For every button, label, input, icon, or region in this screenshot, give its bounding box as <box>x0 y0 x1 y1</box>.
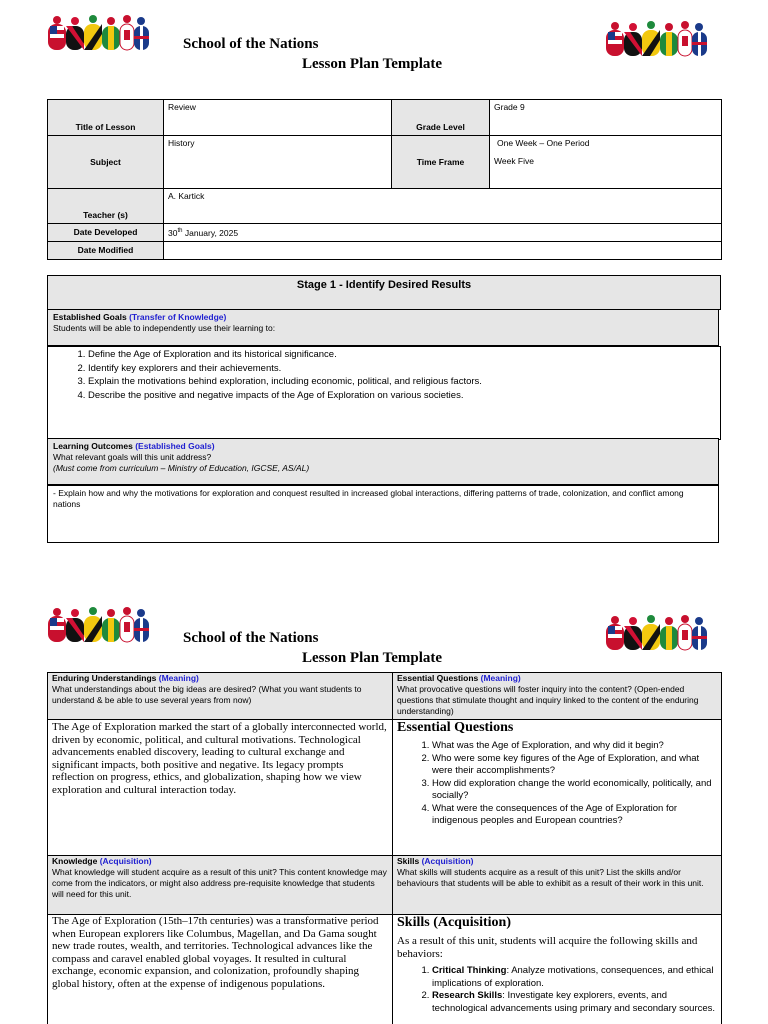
knowledge-text: The Age of Exploration (15th–17th centuries) was a transformative period when European explorers like Columbus, Magellan, and Da Gama sought new trade routes, wealth, and territories. Technological advances like the compass and caravel enabled global voyages. It resulted in cultural exchange, economic expansion, and colonization, profoundly shaping global history, often at the expense of indigenous populations. <box>52 915 379 990</box>
goal-item: 4. Describe the positive and negative impacts of the Age of Exploration on various societies. <box>88 389 720 403</box>
skills-heading: Skills (Acquisition) <box>397 915 511 930</box>
grid-line <box>721 672 722 1024</box>
school-logo-left <box>46 606 150 646</box>
established-goals-header <box>47 309 719 346</box>
school-logo-right <box>604 614 708 654</box>
skill-item <box>432 990 719 1015</box>
goals-list <box>48 348 720 402</box>
learning-outcomes-content <box>47 485 719 543</box>
enduring-understandings-prompt: What understandings about the big ideas are desired? (What you want students to understand & be able to use several years from now) <box>52 684 362 705</box>
grid-line <box>47 672 48 1024</box>
skills-prompt: What skills will students acquire as a result of this unit? List the skills and/or behaviours that students will be able to exhibit as a result of their work in this unit. <box>397 867 704 888</box>
question-item: 3. How did exploration change the world economically, politically, and socially? <box>432 778 719 803</box>
essential-questions-prompt: What provocative questions will foster inquiry into the content? (Open-ended questions that stimulate thought and inquiry linked to the content of the enduring understanding) <box>397 684 699 716</box>
skill-item <box>432 965 719 990</box>
enduring-understandings-tag: (Meaning) <box>158 673 199 683</box>
established-goals-tag: (Transfer of Knowledge) <box>129 312 227 322</box>
date-developed-value <box>164 224 722 242</box>
skills-label: Skills <box>397 856 422 866</box>
grid-line <box>392 672 393 1024</box>
stage1-heading-box <box>47 275 721 310</box>
title-of-lesson-label: Title of Lesson <box>48 100 164 136</box>
date-modified-value <box>164 242 722 260</box>
learning-outcomes-note: (Must come from curriculum – Ministry of Education, IGCSE, AS/AL) <box>53 463 310 473</box>
school-name: School of the Nations <box>183 36 319 52</box>
skill-term: Critical Thinking <box>432 965 507 976</box>
essential-questions-label: Essential Questions <box>397 673 481 683</box>
school-name: School of the Nations <box>183 630 319 646</box>
grade-level-value: Grade 9 <box>490 100 722 136</box>
learning-outcomes-header <box>47 438 719 485</box>
question-item: 2. Who were some key figures of the Age of Exploration, and what were their accomplishments? <box>432 753 719 778</box>
learning-outcomes-label: Learning Outcomes <box>53 441 136 451</box>
time-frame-value <box>490 136 722 189</box>
date-developed-day: 30 <box>168 227 178 238</box>
skills-intro: As a result of this unit, students will acquire the following skills and behaviors: <box>397 935 698 960</box>
skill-description: : Investigate key explorers, events, and technological advancements using primary and secondary sources. <box>432 990 716 1014</box>
date-developed-suffix: th <box>177 228 183 234</box>
knowledge-header-text <box>52 856 387 900</box>
template-title: Lesson Plan Template <box>302 650 443 666</box>
teacher-value: A. Kartick <box>164 189 722 224</box>
skill-term: Research Skills <box>432 990 503 1001</box>
essential-questions-header-text <box>397 673 715 717</box>
essential-questions-content <box>397 720 719 828</box>
time-frame-label: Time Frame <box>392 136 490 189</box>
skills-header-text <box>397 856 715 889</box>
stage1-heading: Stage 1 - Identify Desired Results <box>296 279 472 291</box>
template-title: Lesson Plan Template <box>302 56 443 72</box>
learning-outcomes-prompt: What relevant goals will this unit address? <box>53 452 212 462</box>
date-modified-label: Date Modified <box>48 242 164 260</box>
lesson-info-table <box>47 99 722 260</box>
essential-questions-list <box>397 740 719 828</box>
skill-description: : Analyze motivations, consequences, and ethical implications of exploration. <box>432 965 714 989</box>
enduring-understandings-label: Enduring Understandings <box>52 673 159 683</box>
grade-level-label: Grade Level <box>392 100 490 136</box>
established-goals-content <box>47 346 721 440</box>
learning-outcomes-text: - Explain how and why the motivations for exploration and conquest resulted in increased global interactions, differing patterns of trade, colonization, and conflict among nations <box>53 488 684 509</box>
time-frame-line-2: Week Five <box>494 156 534 166</box>
date-developed-label: Date Developed <box>48 224 164 242</box>
established-goals-label: Established Goals <box>53 312 130 322</box>
established-goals-prompt: Students will be able to independently use their learning to: <box>53 323 276 333</box>
time-frame-line-1: One Week – One Period <box>497 138 590 148</box>
subject-label: Subject <box>48 136 164 189</box>
question-item: 1. What was the Age of Exploration, and why did it begin? <box>432 740 719 753</box>
essential-questions-tag: (Meaning) <box>480 673 521 683</box>
skills-content <box>397 915 719 1024</box>
goal-item: 3. Explain the motivations behind exploration, including economic, political, and religious factors. <box>88 375 720 389</box>
enduring-understandings-header-text <box>52 673 387 706</box>
school-logo-right <box>604 20 708 60</box>
title-of-lesson-value: Review <box>164 100 392 136</box>
essential-questions-heading: Essential Questions <box>397 720 514 735</box>
date-developed-rest: January, 2025 <box>182 227 239 238</box>
learning-outcomes-tag: (Established Goals) <box>135 441 215 451</box>
goal-item: 1. Define the Age of Exploration and its historical significance. <box>88 348 720 362</box>
goal-item: 2. Identify key explorers and their achievements. <box>88 362 720 376</box>
knowledge-prompt: What knowledge will student acquire as a result of this unit? This content knowledge may come from the indicators, or might also address pre-requisite knowledge that students will need for this unit. <box>52 867 387 899</box>
skills-list <box>397 965 719 1015</box>
teacher-label: Teacher (s) <box>48 189 164 224</box>
question-item: 4. What were the consequences of the Age of Exploration for indigenous peoples and European countries? <box>432 803 719 828</box>
knowledge-label: Knowledge <box>52 856 100 866</box>
subject-value: History <box>164 136 392 189</box>
skills-tag: (Acquisition) <box>421 856 474 866</box>
school-logo-left <box>46 14 150 54</box>
knowledge-tag: (Acquisition) <box>99 856 152 866</box>
enduring-understandings-text: The Age of Exploration marked the start of a globally interconnected world, driven by economic, political, and cultural motivations. Technological advancements enabled discovery, leading to cultural exchange and significant impacts, both positive and negative. Its legacy prompts reflection on progress, ethics, and globalization, shaping how we view exploration and cultural interaction today. <box>52 721 387 796</box>
